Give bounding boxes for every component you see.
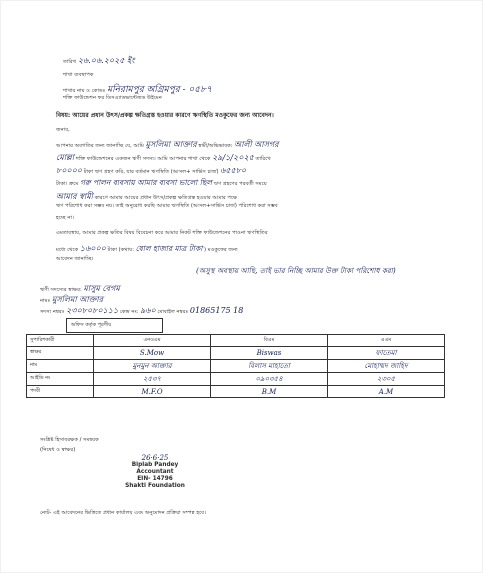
org-line: শক্তি ফাউন্ডেশন ফর ডিসএ্যাডভান্টেজড উইমেন	[63, 95, 162, 101]
table-row	[27, 386, 445, 398]
name-cell: বিলাস মাহাতো	[211, 360, 328, 373]
name-cell: মুনমুন আক্তার	[94, 360, 211, 373]
id-cell: ২৫৩৭	[94, 373, 211, 386]
office-use-box	[66, 318, 163, 333]
branch-value: মনিরামপুর অগ্রিমপুর - ০৫৮৭	[107, 85, 212, 95]
body-text: টাকা (কথায়:	[107, 247, 134, 253]
body-line-6: ঋণ পরিশোধ করা সম্ভব নয়। তাই অনুরোধ করছি আমার ঋণস্থিতি (আসল+সার্ভিস চার্জ) পরিশোধ করা সম্ভব	[56, 203, 278, 209]
center-label: কেন্দ্র নং:	[119, 309, 139, 315]
office-use-label: অফিস কর্তৃক পূরণীয়	[71, 322, 112, 328]
body-line-4	[56, 178, 267, 190]
body-line-9	[56, 243, 238, 256]
body-text: কারণে আমার আয়ের প্রধান উৎস/প্রকল্প ক্ষতিগ্রস্ত হওয়ার আমার পক্ষে	[94, 195, 238, 201]
body-line-8: এমতাবস্থায়, আমার প্রকল্প ক্ষতির বিষয় বিবেচনা করে আমার নিকট শক্তি ফাউন্ডেশনের পাওনা ঋণস্থিতির	[56, 230, 268, 236]
member-name-value: মুসলিমা আক্তার	[51, 295, 104, 304]
accountant-stamp	[95, 455, 215, 490]
recipient: শাখা ব্যবস্থাপক	[63, 72, 94, 78]
center-value: ৯৬০	[140, 306, 156, 315]
body-text: টাকা। ক্রমে	[56, 181, 79, 187]
loan-date-hw: ২৯/১/২০২৫	[212, 153, 254, 162]
id-cell: ০৯০৩৫৪	[211, 373, 328, 386]
body-line-1	[56, 139, 279, 152]
table-row	[27, 347, 445, 360]
row-label: পদবী	[27, 386, 94, 398]
mobile-label: মোবাইল নম্বরঃ	[157, 309, 189, 315]
member-number-row	[40, 305, 243, 318]
row-label: স্বাক্ষর	[27, 347, 94, 360]
row-label: নাম	[27, 360, 94, 373]
due-amount-hw: ৬৫৫৮০	[220, 166, 247, 175]
date-label: তারিখ	[63, 59, 77, 65]
member-no-value: ২৩০৮০৮০১১১	[66, 306, 119, 315]
body-text: শক্তি ফাউন্ডেশনের একজন ঋণী সদস্য। আমি আপনার শাখা থেকে	[75, 156, 211, 162]
signature-cell: Biswas	[211, 347, 328, 360]
header-cell: এএম	[328, 335, 445, 347]
signature-cell: S.Mow	[94, 347, 211, 360]
husband-surname-hw: মোল্লা	[56, 153, 75, 162]
designation-cell: A.M	[328, 386, 445, 398]
body-text: ঋণ গ্রহণের পরবর্তী সময়ে	[213, 181, 267, 187]
branch-label: শাখার নাম ও কোডঃ	[63, 88, 106, 94]
designation-cell: B.M	[211, 386, 328, 398]
stamp-org: Shakti Foundation	[125, 483, 185, 489]
husband-name-hw: আলী আসগর	[234, 140, 279, 149]
signatory-title: সংশ্লিষ্ট হিসাবরক্ষক / সমন্বয়ক	[40, 437, 99, 443]
header-cell: বিএম	[211, 335, 328, 347]
waiver-words-hw: ষোল হাজার মাত্র টাকা	[135, 244, 203, 253]
mobile-value: 01865175 18	[189, 306, 244, 315]
body-text: স্বামী/অভিভাবক:	[198, 143, 233, 149]
handwritten-note: (অসুস্থ অবস্থায় আছি, তাই ভার নিচ্ছি আমার উক্ত টাকা পরিশোধ করা)	[196, 266, 396, 275]
body-line-3	[56, 165, 246, 178]
cause-hw: আমার স্বামী	[56, 192, 93, 201]
signatory-sub: (নিষেধ ও স্বাক্ষর)	[40, 447, 76, 453]
body-text: আপনার অবগতির জন্য জানাচ্ছি যে, আমি	[56, 143, 144, 149]
body-text: ) মওকুফের জন্য	[204, 247, 238, 253]
stamp-name: Biplab Pandey	[131, 462, 179, 468]
waiver-amount-hw: ১৬০০০	[79, 244, 106, 253]
body-line-10: আবেদন জানাচ্ছি।	[56, 256, 94, 262]
signature-label: ঋণী সদস্যের স্বাক্ষর:	[40, 287, 82, 293]
body-line-2	[56, 152, 271, 165]
body-text: মধ্যে থেকে	[56, 247, 79, 253]
body-text: টাকা ঋণ গ্রহণ করি, যার বর্তমান ঋণস্থিতি (আসল+ সার্ভিস চার্জ)	[83, 169, 219, 175]
header-cell: এনওএম	[94, 335, 211, 347]
id-cell: ২৩০৫	[328, 373, 445, 386]
purpose-hw: গরু পালন ব্যবসায় আমার ব্যবসা ভালো ছিল	[79, 178, 212, 187]
member-name-hw: মুসলিমা আক্তার	[145, 140, 197, 149]
body-text: তারিখে	[255, 156, 271, 162]
stamp-ein: EIN- 14796	[137, 476, 173, 482]
loan-amount-hw: ৮০০০০	[56, 166, 82, 175]
footnote: নোট- এই আবেদনের ভিত্তিতে প্রধান কার্যালয় এবং অনুমোদন প্রক্রিয়া সম্পন্ন হবে।	[40, 510, 206, 516]
designation-cell: M.F.O	[94, 386, 211, 398]
table-row	[27, 360, 445, 373]
table-header-row	[27, 335, 445, 347]
name-cell: মোহাম্মদ জাহিদ	[328, 360, 445, 373]
recommendation-table	[26, 334, 445, 398]
member-no-label: সদস্য নম্বরঃ	[40, 309, 65, 315]
body-line-7: হচ্ছে না।	[56, 215, 74, 221]
signature-cell: ফাতেমা	[328, 347, 445, 360]
stamp-signature: 26·6·25	[141, 454, 169, 462]
row-label: আইডি নং	[27, 373, 94, 386]
member-signature-hw: মাসুম বেগম	[83, 284, 120, 293]
stamp-role: Accountant	[136, 469, 174, 475]
date-row	[63, 55, 135, 68]
table-row	[27, 373, 445, 386]
header-cell: সুপারিশকারী	[27, 335, 94, 347]
date-value: ২৬.০৬.২০২৫ ইং	[77, 56, 135, 65]
subject-line: বিষয়: আয়ের প্রধান উৎস/প্রকল্প ক্ষতিগ্রস্ত হওয়ার কারণে ঋণস্থিতি মওকুফের জন্য আবেদন।	[56, 112, 274, 119]
name-label: নামঃ	[40, 298, 51, 304]
salutation: জনাব,	[56, 127, 70, 133]
